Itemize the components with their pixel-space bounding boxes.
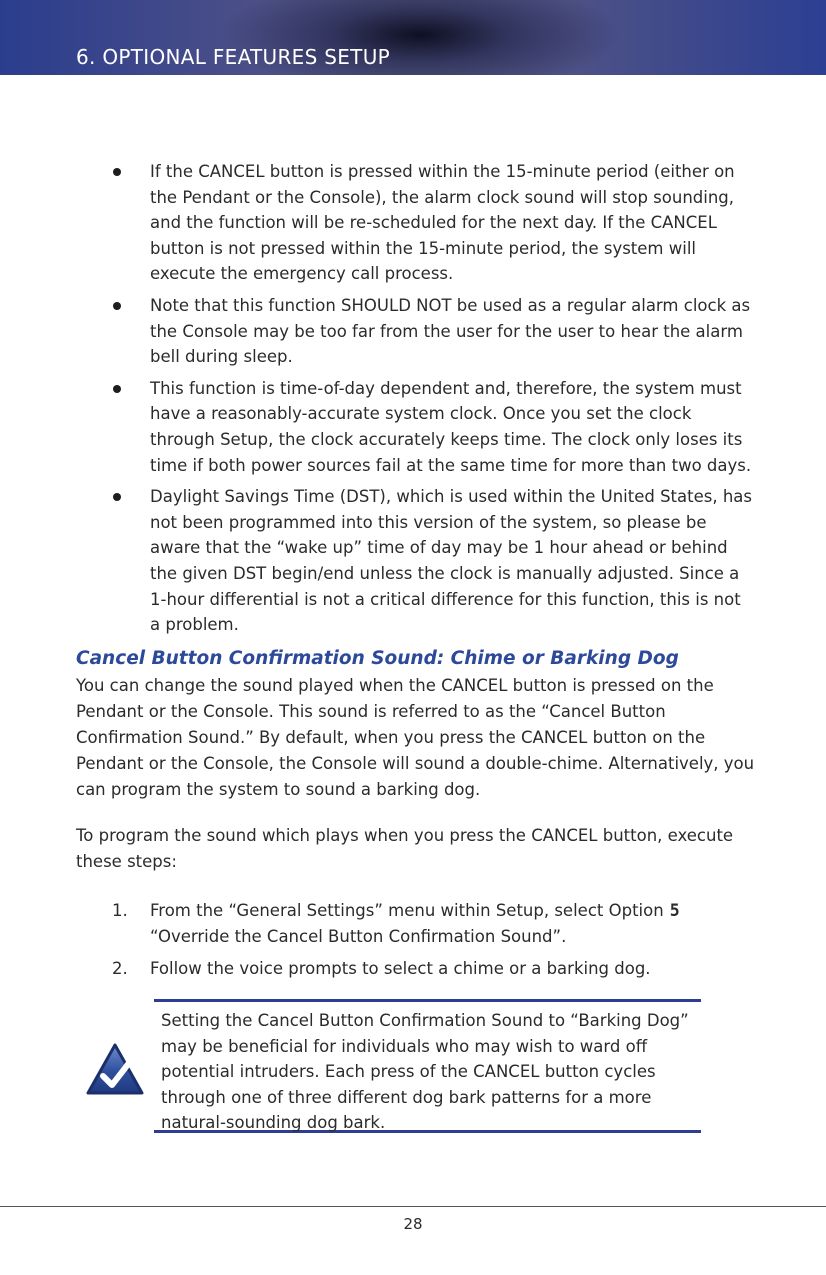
note-box: [154, 999, 701, 1133]
bullet-icon: [113, 493, 121, 501]
bullet-icon: [113, 385, 121, 393]
program-intro-paragraph: To program the sound which plays when you press the CANCEL button, execute these steps:: [76, 826, 734, 871]
bullet-icon: [113, 168, 121, 176]
step-text: From the “General Settings” menu within Setup, select Option: [150, 901, 664, 920]
step-number: 2.: [112, 959, 128, 978]
bullet-list: [0, 159, 826, 644]
step-list: [0, 898, 826, 988]
list-item: [0, 376, 754, 478]
footer-divider: [0, 1206, 826, 1207]
option-key: 5: [669, 901, 680, 920]
intro-paragraph: You can change the sound played when the CANCEL button is pressed on the Pendant or the Console. This sound is referred to as the “Cancel Button Confirmation Sound.” By default, when you press the CANCEL button on the Pendant or the Console, the Console will sound a double-chime. Alternatively, you can program the system to sound a barking dog.: [76, 676, 755, 799]
list-item: [0, 159, 754, 287]
bullet-text: If the CANCEL button is pressed within the 15-minute period (either on the Pendant or the Console), the alarm clock sound will stop sounding, and the function will be re-scheduled for the next day. If the CANCEL button is not pressed within the 15-minute period, the system will execute the emergency call process.: [150, 162, 735, 284]
step-text-continued: “Override the Cancel Button Confirmation Sound”.: [150, 927, 567, 946]
section-heading: Cancel Button Confirmation Sound: Chime or Barking Dog: [76, 648, 679, 669]
checkmark-icon: [86, 1043, 144, 1095]
step-number: 1.: [112, 901, 128, 920]
note-text: Setting the Cancel Button Confirmation Sound to “Barking Dog” may be beneficial for individuals who may wish to ward off potential intruders. Each press of the CANCEL button cycles through one of three different dog bark patterns for a more natural-sounding dog bark.: [161, 1011, 689, 1132]
bullet-icon: [113, 302, 121, 310]
list-item: [0, 293, 754, 370]
chapter-title: 6. OPTIONAL FEATURES SETUP: [76, 45, 391, 69]
bullet-text: Note that this function SHOULD NOT be used as a regular alarm clock as the Console may be too far from the user for the user to hear the alarm bell during sleep.: [150, 295, 751, 367]
step-text: Follow the voice prompts to select a chime or a barking dog.: [150, 959, 651, 978]
bullet-text: This function is time-of-day dependent and, therefore, the system must have a reasonably-accurate system clock. Once you set the clock through Setup, the clock accurately keeps time. The clock only loses its time if both power sources fail at the same time for more than two days.: [150, 378, 752, 475]
page-number: 28: [403, 1215, 423, 1233]
list-item: [0, 956, 750, 982]
bullet-text: Daylight Savings Time (DST), which is used within the United States, has not been programmed into this version of the system, so please be aware that the “wake up” time of day may be 1 hour ahead or behind the given DST begin/end unless the clock is manually adjusted. Since a 1-hour differential is not a critical difference for this function, this is not a problem.: [150, 487, 753, 635]
list-item: [0, 898, 750, 950]
list-item: [0, 484, 754, 638]
page-header: [0, 0, 826, 75]
